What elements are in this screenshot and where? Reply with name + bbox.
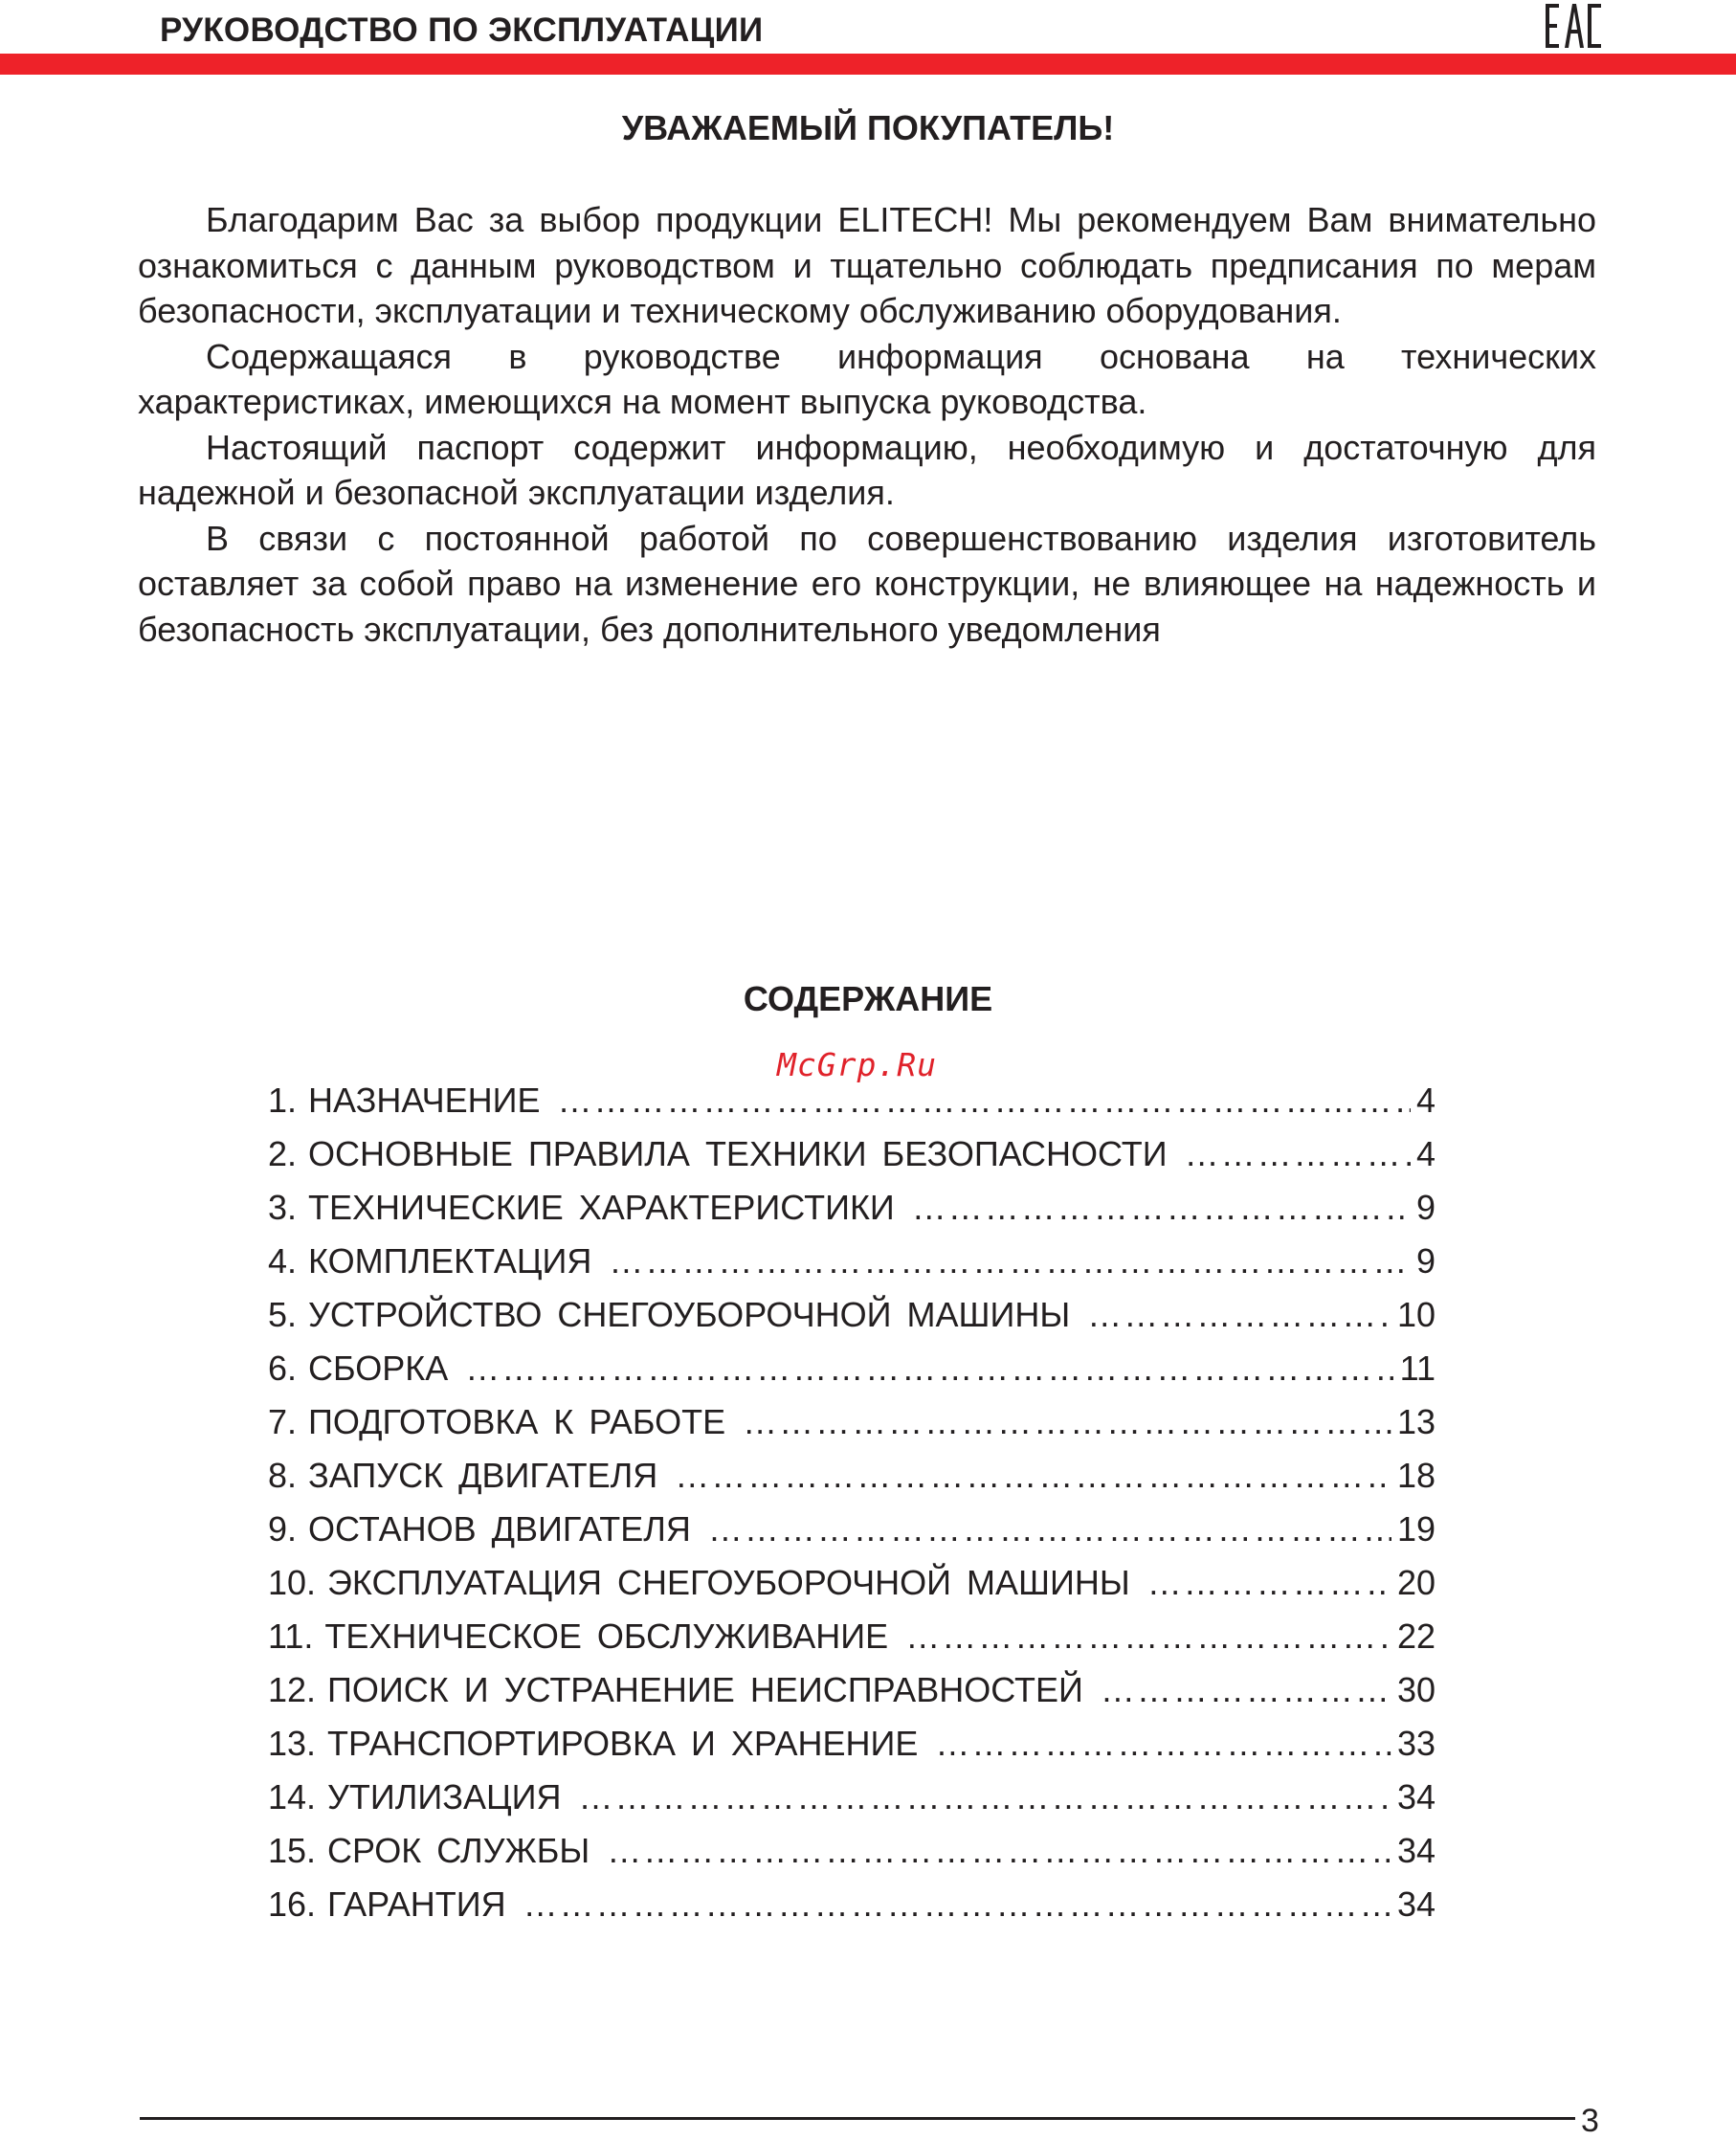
toc-item[interactable] <box>268 1663 1436 1717</box>
toc-leader-dots <box>708 1503 1391 1556</box>
toc-leader-dots <box>579 1771 1391 1824</box>
toc-item[interactable] <box>268 1824 1436 1878</box>
toc-item-page: 11 <box>1399 1349 1436 1388</box>
toc-leader-dots <box>935 1717 1391 1771</box>
toc-item[interactable] <box>268 1181 1436 1235</box>
toc-item[interactable] <box>268 1556 1436 1610</box>
toc-title: СОДЕРЖАНИЕ <box>743 979 993 1018</box>
toc-leader-dots <box>607 1824 1391 1878</box>
toc-item-page: 22 <box>1396 1616 1436 1656</box>
toc-item-number: 16. <box>268 1884 317 1924</box>
toc-leader-dots <box>1185 1127 1411 1181</box>
toc-item-label: ЭКСПЛУАТАЦИЯ СНЕГОУБОРОЧНОЙ МАШИНЫ <box>327 1563 1130 1602</box>
toc-item-page: 30 <box>1396 1670 1436 1709</box>
toc-item-label: ЗАПУСК ДВИГАТЕЛЯ <box>308 1456 658 1495</box>
toc-leader-dots <box>609 1235 1411 1288</box>
toc-item[interactable] <box>268 1878 1436 1931</box>
toc-item-number: 10. <box>268 1563 317 1602</box>
footer-rule <box>140 2117 1598 2120</box>
toc-item-label: ОСНОВНЫЕ ПРАВИЛА ТЕХНИКИ БЕЗОПАСНОСТИ <box>308 1134 1168 1173</box>
toc-item-page: 4 <box>1415 1081 1436 1120</box>
toc-item[interactable] <box>268 1717 1436 1771</box>
toc-item-label: ПОДГОТОВКА К РАБОТЕ <box>308 1402 726 1441</box>
toc-item-label: СРОК СЛУЖБЫ <box>327 1831 590 1870</box>
intro-paragraph: Благодарим Вас за выбор продукции ELITECH! Мы рекомендуем Вам внимательно ознакомиться с данным руководством и тщательно соблюдать предписания по мерам безопасности, эксплуатации и техническому обслуживанию оборудования. <box>138 200 1596 330</box>
toc-leader-dots <box>557 1074 1411 1127</box>
toc-item[interactable] <box>268 1342 1436 1395</box>
toc-item-label: ГАРАНТИЯ <box>327 1884 506 1924</box>
toc-item-number: 11. <box>268 1616 314 1656</box>
greeting-title: УВАЖАЕМЫЙ ПОКУПАТЕЛЬ! <box>621 108 1115 147</box>
toc-item-label: ТЕХНИЧЕСКИЕ ХАРАКТЕРИСТИКИ <box>308 1188 895 1227</box>
header-red-band <box>0 54 1736 75</box>
toc-item[interactable] <box>268 1127 1436 1181</box>
toc-item-label: ОСТАНОВ ДВИГАТЕЛЯ <box>308 1509 691 1549</box>
toc-leader-dots <box>1087 1288 1391 1342</box>
toc-item-page: 9 <box>1415 1241 1436 1281</box>
toc-item[interactable] <box>268 1771 1436 1824</box>
toc-leader-dots <box>1147 1556 1391 1610</box>
toc-item-page: 4 <box>1415 1134 1436 1173</box>
watermark: McGrp.Ru <box>777 1046 937 1083</box>
toc-item-number: 1. <box>268 1081 298 1120</box>
toc-item-number: 7. <box>268 1402 298 1441</box>
toc-leader-dots <box>523 1878 1391 1931</box>
toc-item-number: 4. <box>268 1241 298 1281</box>
toc-item-label: НАЗНАЧЕНИЕ <box>308 1081 541 1120</box>
toc-leader-dots <box>1101 1663 1391 1717</box>
toc-item-page: 34 <box>1396 1831 1436 1870</box>
toc-item-number: 9. <box>268 1509 298 1549</box>
toc-item-number: 5. <box>268 1295 298 1334</box>
toc-item-page: 9 <box>1415 1188 1436 1227</box>
table-of-contents <box>268 1074 1436 1931</box>
toc-item-label: УСТРОЙСТВО СНЕГОУБОРОЧНОЙ МАШИНЫ <box>308 1295 1071 1334</box>
toc-item-page: 10 <box>1396 1295 1436 1334</box>
toc-item-number: 8. <box>268 1456 298 1495</box>
toc-item-number: 12. <box>268 1670 317 1709</box>
toc-item[interactable] <box>268 1288 1436 1342</box>
toc-item[interactable] <box>268 1074 1436 1127</box>
toc-item-label: КОМПЛЕКТАЦИЯ <box>308 1241 592 1281</box>
toc-item-label: ТЕХНИЧЕСКОЕ ОБСЛУЖИВАНИЕ <box>324 1616 889 1656</box>
toc-item-label: ТРАНСПОРТИРОВКА И ХРАНЕНИЕ <box>327 1724 919 1763</box>
toc-item-number: 3. <box>268 1188 298 1227</box>
toc-item-page: 34 <box>1396 1777 1436 1817</box>
intro-paragraph: Содержащаяся в руководстве информация основана на технических характеристиках, имеющихся на момент выпуска руководства. <box>138 336 1596 421</box>
intro-text <box>138 197 1596 652</box>
toc-item-number: 15. <box>268 1831 317 1870</box>
toc-item-page: 34 <box>1396 1884 1436 1924</box>
toc-item-page: 33 <box>1396 1724 1436 1763</box>
toc-item-number: 13. <box>268 1724 317 1763</box>
toc-item-page: 20 <box>1396 1563 1436 1602</box>
toc-item[interactable] <box>268 1395 1436 1449</box>
toc-item[interactable] <box>268 1449 1436 1503</box>
intro-paragraph: В связи с постоянной работой по совершенствованию изделия изготовитель оставляет за собой право на изменение его конструкции, не влияющее на надежность и безопасность эксплуатации, без дополнительного уведомления <box>138 518 1596 649</box>
toc-item[interactable] <box>268 1503 1436 1556</box>
toc-item-number: 2. <box>268 1134 298 1173</box>
toc-item-number: 14. <box>268 1777 317 1817</box>
intro-paragraph: Настоящий паспорт содержит информацию, необходимую и достаточную для надежной и безопасной эксплуатации изделия. <box>138 427 1596 512</box>
toc-leader-dots <box>675 1449 1391 1503</box>
toc-leader-dots <box>905 1610 1391 1663</box>
document-header-title: РУКОВОДСТВО ПО ЭКСПЛУАТАЦИИ <box>160 11 764 49</box>
toc-item[interactable] <box>268 1235 1436 1288</box>
toc-item[interactable] <box>268 1610 1436 1663</box>
toc-item-page: 13 <box>1396 1402 1436 1441</box>
toc-item-page: 18 <box>1396 1456 1436 1495</box>
toc-leader-dots <box>743 1395 1391 1449</box>
toc-leader-dots <box>912 1181 1411 1235</box>
toc-item-label: ПОИСК И УСТРАНЕНИЕ НЕИСПРАВНОСТЕЙ <box>327 1670 1083 1709</box>
toc-leader-dots <box>465 1342 1393 1395</box>
toc-item-label: СБОРКА <box>308 1349 449 1388</box>
page-number: 3 <box>1575 2102 1599 2140</box>
toc-item-page: 19 <box>1396 1509 1436 1549</box>
toc-item-label: УТИЛИЗАЦИЯ <box>327 1777 562 1817</box>
toc-item-number: 6. <box>268 1349 298 1388</box>
eac-certification-logo <box>1546 4 1601 48</box>
